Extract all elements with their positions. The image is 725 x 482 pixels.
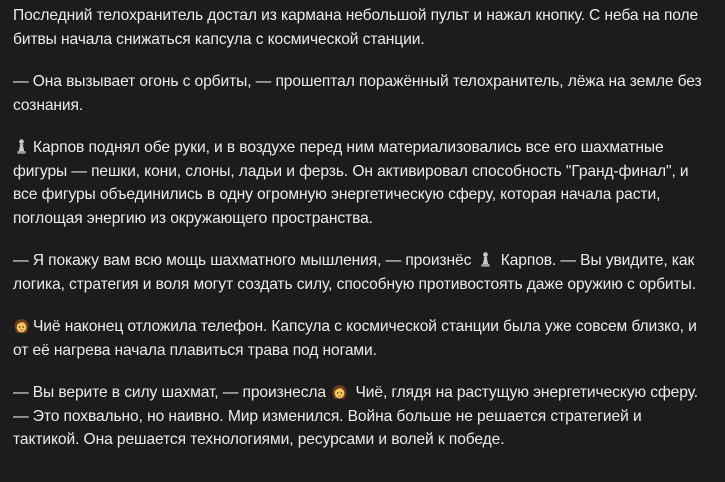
chess-pawn-icon <box>477 251 494 268</box>
girl-icon <box>331 383 348 400</box>
chess-pawn-icon <box>13 138 30 155</box>
paragraph-text: Чиё наконец отложила телефон. Капсула с космической станции была уже совсем близко, и от её нагрева начала плавиться трава под ногами. <box>13 318 697 359</box>
paragraph <box>13 249 711 296</box>
paragraph <box>13 315 711 362</box>
paragraph-text: Последний телохранитель достал из кармана небольшой пульт и нажал кнопку. С неба на поле битвы начала снижаться капсула с космической станции. <box>13 7 699 48</box>
paragraph-text: — Она вызывает огонь с орбиты, — прошептал поражённый телохранитель, лёжа на земле без сознания. <box>13 73 702 114</box>
paragraph <box>13 4 711 51</box>
paragraph <box>13 136 711 230</box>
paragraph-text-after: Чиё, глядя на растущую энергетическую сферу. — Это похвально, но наивно. Мир изменился. Война больше не решается стратегией и тактикой. Она решается технологиями, ресурсами и волей к победе. <box>13 384 699 448</box>
girl-icon <box>13 317 30 334</box>
paragraph <box>13 70 711 117</box>
paragraph-text: Карпов поднял обе руки, и в воздухе перед ним материализовались все его шахматные фигуры — пешки, кони, слоны, ладьи и ферзь. Он активировал способность "Гранд-финал", и все фигуры объединились в одну огромную энергетическую сферу, которая начала расти, поглощая энергию из окружающего пространства. <box>13 139 689 227</box>
paragraph-text-before: — Вы верите в силу шахмат, — произнесла <box>13 384 326 401</box>
paragraph <box>13 381 711 452</box>
paragraph-text-after: Карпов. — Вы увидите, как логика, стратегия и воля могут создать силу, способную противостоять даже оружию с орбиты. <box>13 252 696 293</box>
paragraph-text-before: — Я покажу вам всю мощь шахматного мышления, — произнёс <box>13 252 472 269</box>
